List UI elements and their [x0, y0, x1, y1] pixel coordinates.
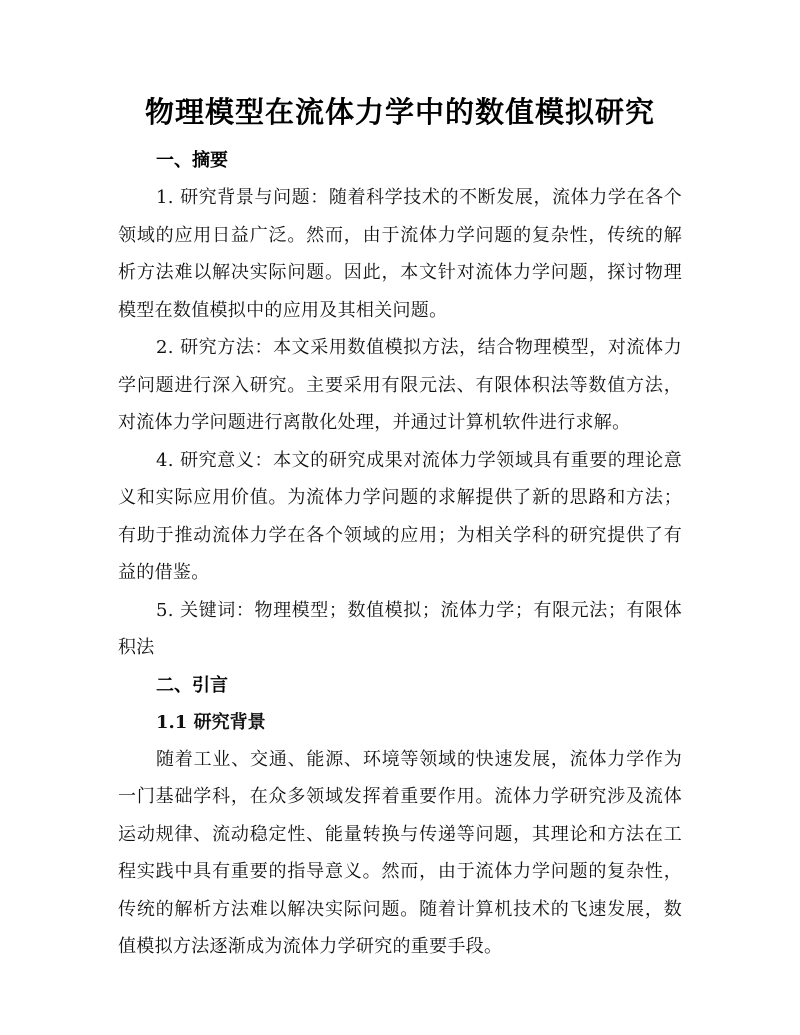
- document-title: 物理模型在流体力学中的数值模拟研究: [144, 95, 655, 129]
- abstract-item-background: [118, 179, 682, 329]
- section-heading-abstract: 一、摘要: [156, 150, 228, 171]
- item-text: 关键词：物理模型；数值模拟；流体力学；有限元法；有限体积法: [118, 599, 682, 658]
- item-text: 研究方法：本文采用数值模拟方法，结合物理模型，对流体力学问题进行深入研究。主要采用有限元法、有限体积法等数值方法，对流体力学问题进行离散化处理，并通过计算机软件进行求解。: [118, 337, 682, 433]
- item-number: 5.: [156, 599, 174, 621]
- item-text: 研究背景与问题：随着科学技术的不断发展，流体力学在各个领域的应用日益广泛。然而，由于流体力学问题的复杂性，传统的解析方法难以解决实际问题。因此，本文针对流体力学问题，探讨物理模型在数值模拟中的应用及其相关问题。: [118, 187, 682, 321]
- section-heading-introduction: 二、引言: [156, 674, 228, 696]
- abstract-item-keywords: [118, 592, 682, 667]
- item-text: 研究意义：本文的研究成果对流体力学领域具有重要的理论意义和实际应用价值。为流体力学问题的求解提供了新的思路和方法；有助于推动流体力学在各个领域的应用；为相关学科的研究提供了有益的借鉴。: [118, 449, 682, 583]
- introduction-paragraph: 随着工业、交通、能源、环境等领域的快速发展，流体力学作为一门基础学科，在众多领域发挥着重要作用。流体力学研究涉及流体运动规律、流动稳定性、能量转换与传递等问题，其理论和方法在工程实践中具有重要的指导意义。然而，由于流体力学问题的复杂性，传统的解析方法难以解决实际问题。随着计算机技术的飞速发展，数值模拟方法逐渐成为流体力学研究的重要手段。: [118, 748, 682, 957]
- abstract-item-significance: [118, 442, 682, 592]
- item-number: 1.: [156, 187, 174, 208]
- item-number: 4.: [156, 449, 174, 471]
- subsection-heading-background: 1.1 研究背景: [156, 711, 266, 733]
- item-number: 2.: [156, 337, 174, 358]
- abstract-item-method: [118, 329, 682, 442]
